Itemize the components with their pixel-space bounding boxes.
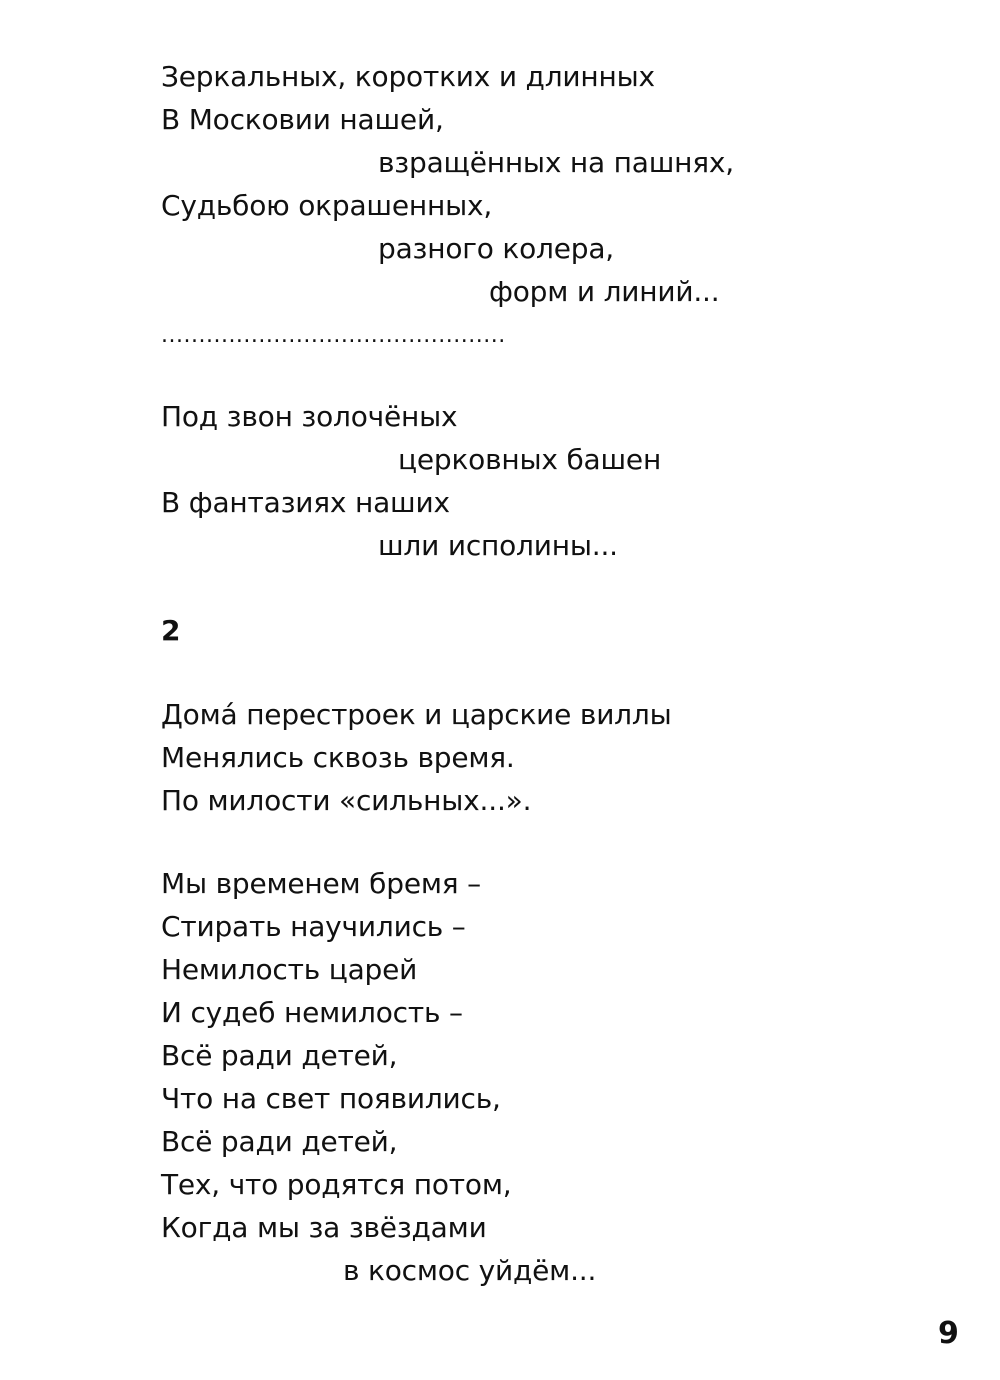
poem-line: Тех, что родятся потом, bbox=[161, 1168, 512, 1201]
poem-line: форм и линий... bbox=[489, 275, 720, 308]
poem-line: шли исполины... bbox=[378, 529, 618, 562]
poem-line: Немилость царей bbox=[161, 953, 418, 986]
poem-line: В фантазиях наших bbox=[161, 486, 450, 519]
poem-line: в космос уйдём... bbox=[343, 1254, 597, 1287]
poem-line: В Московии нашей, bbox=[161, 103, 444, 136]
poem-line: Мы временем бремя – bbox=[161, 867, 481, 900]
poem-line: По милости «сильных...». bbox=[161, 784, 532, 817]
poem-line: Менялись сквозь время. bbox=[161, 741, 515, 774]
poem-line: И судеб немилость – bbox=[161, 996, 463, 1029]
poem-line: Когда мы за звёздами bbox=[161, 1211, 487, 1244]
poem-line: Домá перестроек и царские виллы bbox=[161, 698, 672, 731]
page-number: 9 bbox=[938, 1316, 959, 1351]
poem-line: Всё ради детей, bbox=[161, 1125, 398, 1158]
poem-line: Зеркальных, коротких и длинных bbox=[161, 60, 655, 93]
poem-line: Что на свет появились, bbox=[161, 1082, 501, 1115]
poem-line: Всё ради детей, bbox=[161, 1039, 398, 1072]
poem-line: разного колера, bbox=[378, 232, 614, 265]
poem-line: Под звон золочёных bbox=[161, 400, 458, 433]
poem-line: взращённых на пашнях, bbox=[378, 146, 734, 179]
poem-line: Стирать научились – bbox=[161, 910, 466, 943]
poem-line: Судьбою окрашенных, bbox=[161, 189, 493, 222]
dotted-separator: .............................................. bbox=[161, 323, 506, 348]
poem-line: церковных башен bbox=[398, 443, 662, 476]
section-number: 2 bbox=[161, 614, 181, 647]
